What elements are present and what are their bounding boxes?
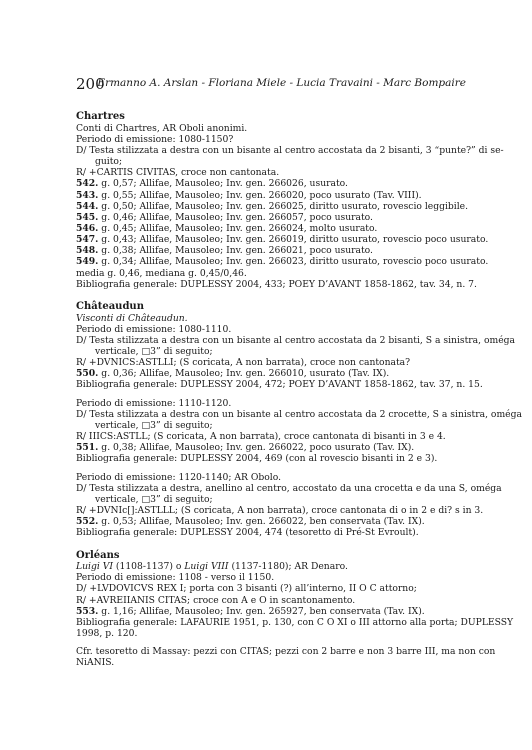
text-fragment: (1137-1180); AR Denaro. xyxy=(228,561,348,573)
entry-number: 550. xyxy=(76,368,99,380)
catalog-entry xyxy=(76,212,466,223)
reverse-description: R/ IIICS:ASTLL; (S coricata, A non barrata), croce cantonata di bisanti in 3 e 4. xyxy=(76,431,446,443)
section-title-chartres: Chartres xyxy=(76,111,125,122)
catalog-entry xyxy=(76,234,489,246)
section-subtitle: Visconti di Châteaudun. xyxy=(76,312,188,324)
entry-number: 545. xyxy=(76,211,99,223)
emission-period: Periodo di emissione: 1080-1110. xyxy=(76,323,232,335)
entry-number: 544. xyxy=(76,200,99,212)
catalog-entry xyxy=(76,256,489,268)
obverse-description: D/ Testa stilizzata a destra con un bisante al centro accostata da 2 bisanti, S a sinistra, oméga xyxy=(76,334,516,346)
page-number: 200 xyxy=(76,75,105,93)
ruler-name: Luigi VI xyxy=(76,561,113,573)
obverse-description: D/ +LVDOVICVS REX I; porta con 3 bisanti (?) all’interno, II O C attorno; xyxy=(76,583,417,595)
obverse-description-cont: verticale, □3” di seguito; xyxy=(95,493,213,505)
comparison-note: Cfr. tesoretto di Massay: pezzi con CITAS; pezzi con 2 barre e non 3 barre III, ma non con xyxy=(76,646,496,658)
section-orleans xyxy=(76,549,514,669)
entry-text: g. 1,16; Allifae, Mausoleo; Inv. gen. 265927, ben conservata (Tav. IX). xyxy=(98,605,425,617)
emission-period: Periodo di emissione: 1108 - verso il 1150. xyxy=(76,572,275,584)
entry-number: 543. xyxy=(76,189,99,201)
section-title-orleans: Orléans xyxy=(76,549,120,561)
bibliography-cont: 1998, p. 120. xyxy=(76,628,138,640)
emission-period: Periodo di emissione: 1080-1150? xyxy=(76,133,234,145)
entry-number: 547. xyxy=(76,234,99,246)
section-chartres xyxy=(76,111,504,290)
running-header xyxy=(76,75,466,93)
entry-number: 549. xyxy=(76,256,99,268)
entry-number: 552. xyxy=(76,516,99,528)
obverse-description-cont: verticale, □3” di seguito; xyxy=(95,419,213,431)
ruler-line xyxy=(76,561,466,572)
catalog-entry xyxy=(76,200,469,212)
reverse-description: R/ +DVNICS:ASTLLI; (S coricata, A non barrata), croce non cantonata? xyxy=(76,357,411,369)
emission-period: Periodo di emissione: 1120-1140; AR Obolo. xyxy=(76,471,282,483)
reverse-description: R/ +AVREIIANIS CITAS; croce con A e O in scantonamento. xyxy=(76,594,356,606)
spacer xyxy=(76,290,466,301)
bibliography: Bibliografia generale: DUPLESSY 2004, 433; POEY D’AVANT 1858-1862, tav. 34, n. 7. xyxy=(76,278,477,290)
entry-text: g. 0,45; Allifae, Mausoleo; Inv. gen. 266024, molto usurato. xyxy=(98,223,378,234)
entry-text: g. 0,46; Allifae, Mausoleo; Inv. gen. 266057, poco usurato. xyxy=(98,211,373,223)
entry-text: g. 0,34; Allifae, Mausoleo; Inv. gen. 266023, diritto usurato, rovescio poco usurato. xyxy=(98,256,489,268)
entry-text: g. 0,53; Allifae, Mausoleo; Inv. gen. 266022, ben conservata (Tav. IX). xyxy=(98,516,425,528)
spacer xyxy=(76,639,466,646)
entry-number: 546. xyxy=(76,223,99,234)
bibliography: Bibliografia generale: DUPLESSY 2004, 469 (con al rovescio bisanti in 2 e 3). xyxy=(76,453,438,465)
bibliography: Bibliografia generale: DUPLESSY 2004, 472; POEY D’AVANT 1858-1862, tav. 37, n. 15. xyxy=(76,379,483,391)
spacer xyxy=(76,539,466,550)
page-body xyxy=(76,111,522,669)
running-header-authors: Ermanno A. Arslan - Floriana Miele - Lucia Travaini - Marc Bompaire xyxy=(97,77,466,89)
catalog-entry xyxy=(76,223,466,234)
catalog-entry xyxy=(76,178,466,189)
entry-text: g. 0,36; Allifae, Mausoleo; Inv. gen. 266010, usurato (Tav. IX). xyxy=(98,368,390,380)
obverse-description: D/ Testa stilizzata a destra con un bisante al centro accostata da 2 crocette, S a sinistra, oméga xyxy=(76,408,522,420)
entry-text: g. 0,43; Allifae, Mausoleo; Inv. gen. 266019, diritto usurato, rovescio poco usurato. xyxy=(98,234,489,246)
entry-text: g. 0,57; Allifae, Mausoleo; Inv. gen. 266026, usurato. xyxy=(98,178,348,190)
section-chateaudun xyxy=(76,300,522,539)
reverse-description: R/ +DVNIc[]:ASTLLL; (S coricata, A non barrata), croce cantonata di o in 2 e di? s in 3. xyxy=(76,505,484,517)
obverse-description-cont: guito; xyxy=(95,156,123,168)
catalog-entry xyxy=(76,245,466,256)
entry-text: g. 0,50; Allifae, Mausoleo; Inv. gen. 266025, diritto usurato, rovescio leggibile. xyxy=(98,200,469,212)
entry-number: 553. xyxy=(76,605,99,617)
catalog-entry xyxy=(76,516,466,527)
entry-text: g. 0,38; Allifae, Mausoleo; Inv. gen. 266022, poco usurato (Tav. IX). xyxy=(98,442,415,454)
spacer xyxy=(76,465,466,472)
reverse-description: R/ +CARTIS CIVITAS, croce non cantonata. xyxy=(76,167,280,179)
spacer xyxy=(76,391,466,398)
emission-period: Periodo di emissione: 1110-1120. xyxy=(76,397,232,409)
section-title-chateaudun: Châteaudun xyxy=(76,300,144,312)
entry-number: 551. xyxy=(76,442,99,454)
bibliography: Bibliografia generale: LAFAURIE 1951, p. 130, con C O XI o III attorno alla porta; DUPLESSY xyxy=(76,616,514,628)
text-fragment: (1108-1137) o xyxy=(112,561,185,573)
catalog-entry xyxy=(76,606,466,617)
entry-number: 542. xyxy=(76,178,99,190)
entry-text: g. 0,38; Allifae, Mausoleo; Inv. gen. 266021, poco usurato. xyxy=(98,245,373,257)
entry-number: 548. xyxy=(76,245,99,257)
ruler-name: Luigi VIII xyxy=(184,561,229,573)
text-line: Conti di Chartres, AR Oboli anonimi. xyxy=(76,122,248,134)
obverse-description: D/ Testa stilizzata a destra, anellino al centro, accostato da una crocetta e da una S, oméga xyxy=(76,482,502,494)
catalog-entry xyxy=(76,190,466,201)
bibliography: Bibliografia generale: DUPLESSY 2004, 474 (tesoretto di Pré-St Evroult). xyxy=(76,527,419,539)
entry-text: g. 0,55; Allifae, Mausoleo; Inv. gen. 266020, poco usurato (Tav. VIII). xyxy=(98,189,422,201)
obverse-description-cont: verticale, □3” di seguito; xyxy=(95,346,213,357)
comparison-note-cont: NiANIS. xyxy=(76,657,115,669)
catalog-entry xyxy=(76,442,466,453)
obverse-description: D/ Testa stilizzata a destra con un bisante al centro accostata da 2 bisanti, 3 “punte?” di se- xyxy=(76,144,504,156)
weight-statistics: media g. 0,46, mediana g. 0,45/0,46. xyxy=(76,267,247,279)
catalog-entry xyxy=(76,368,466,379)
